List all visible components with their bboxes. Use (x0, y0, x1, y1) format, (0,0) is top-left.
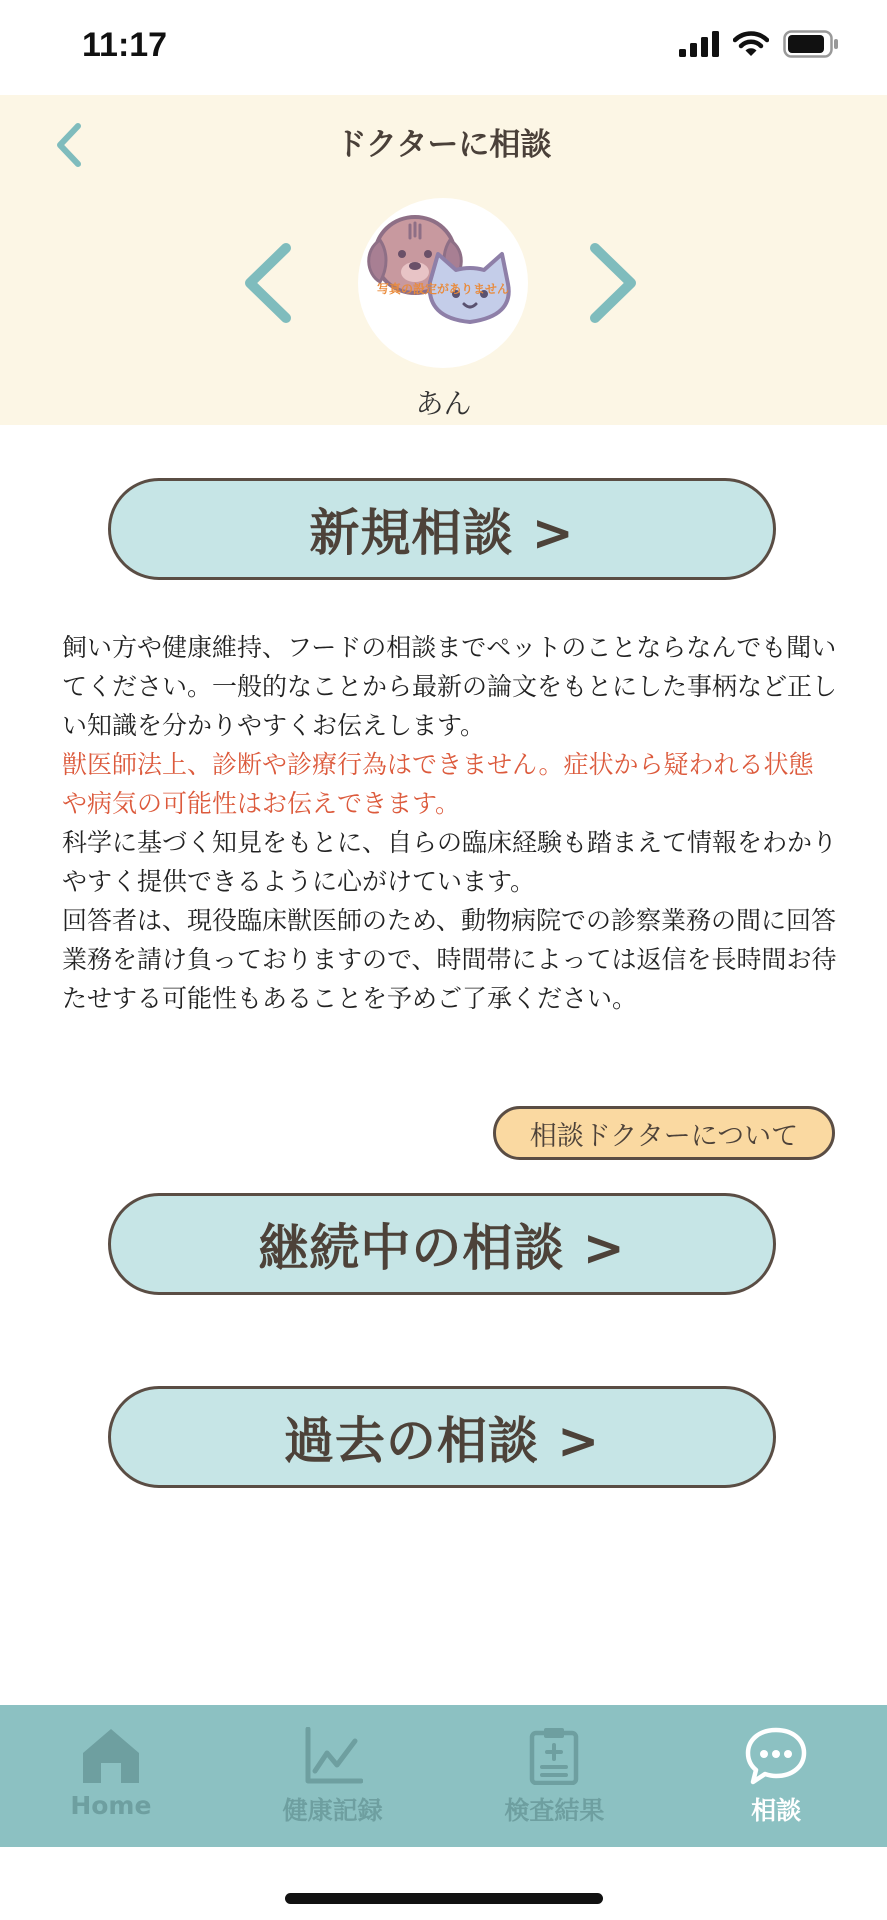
pet-header (0, 95, 887, 425)
tab-consult[interactable] (665, 1705, 887, 1847)
avatar-caption: 写真の設定がありません (376, 282, 509, 296)
past-consult-button[interactable]: 過去の相談 > (108, 1386, 776, 1488)
clipboard-icon (524, 1727, 584, 1785)
legal-warning: 獣医師法上、診断や診療行為はできません。症状から疑われる状態や病気の可能性はお伝えできます。 (62, 750, 814, 818)
pet-avatar[interactable] (358, 198, 528, 368)
tab-bar (0, 1705, 887, 1847)
ongoing-consult-button[interactable]: 継続中の相談 > (108, 1193, 776, 1295)
home-indicator[interactable] (285, 1893, 603, 1904)
consult-description (62, 628, 837, 1018)
tab-test-results[interactable] (444, 1705, 666, 1847)
wifi-icon (733, 31, 769, 57)
description-paragraph: 科学に基づく知見をもとに、自らの臨床経験も踏まえて情報をわかりやすく提供できるように心がけています。 (62, 828, 838, 896)
tab-home[interactable] (0, 1705, 222, 1847)
status-icons (679, 30, 839, 58)
about-doctor-button[interactable]: 相談ドクターについて (493, 1106, 835, 1160)
next-pet-button[interactable] (585, 240, 641, 330)
chart-icon (303, 1727, 363, 1785)
new-consult-button[interactable]: 新規相談 > (108, 478, 776, 580)
status-time: 11:17 (82, 26, 168, 64)
previous-pet-button[interactable] (240, 240, 296, 330)
tab-label: Home (70, 1791, 152, 1820)
signal-icon (679, 31, 719, 57)
chevron-left-icon (240, 240, 296, 326)
home-icon (81, 1727, 141, 1785)
tab-label: 相談 (751, 1796, 802, 1825)
status-bar (0, 0, 887, 95)
description-paragraph: 回答者は、現役臨床獣医師のため、動物病院での診察業務の間に回答業務を請け負っておりますので、時間帯によっては返信を長時間お待たせする可能性もあることを予めご了承ください。 (62, 906, 837, 1013)
pet-name: あん (415, 387, 472, 420)
chat-icon (745, 1727, 807, 1785)
page-title: ドクターに相談 (335, 127, 552, 163)
description-paragraph: 飼い方や健康維持、フードの相談までペットのことならなんでも聞いてください。一般的なことから最新の論文をもとにした事柄など正しい知識を分かりやすくお伝えします。 (62, 633, 838, 740)
tab-health-record[interactable] (222, 1705, 444, 1847)
tab-label: 健康記録 (282, 1796, 383, 1825)
tab-label: 検査結果 (504, 1796, 605, 1825)
chevron-right-icon (585, 240, 641, 326)
battery-icon (783, 30, 839, 58)
